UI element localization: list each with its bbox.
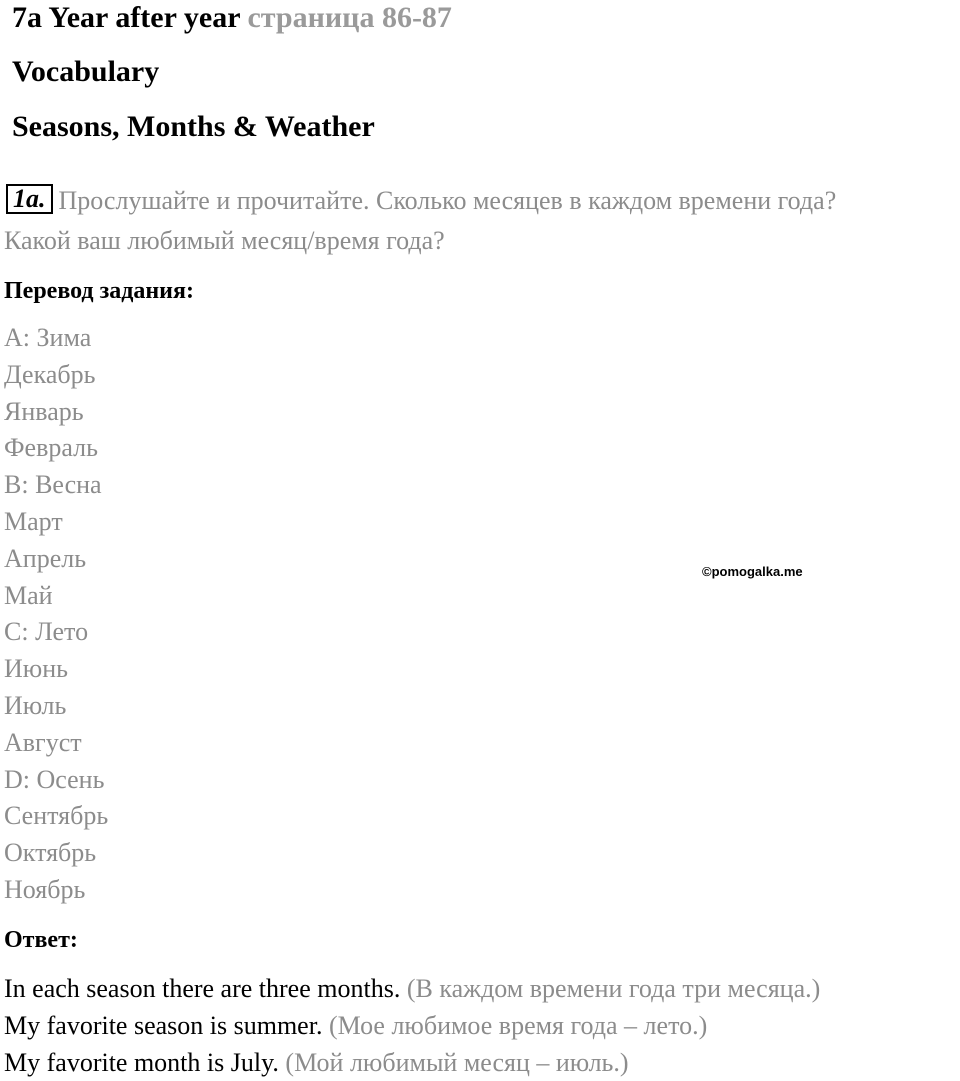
vocabulary-heading: Vocabulary: [12, 55, 160, 88]
unit-title: 7a Year after year: [12, 1, 240, 34]
list-item: A: Зима: [4, 323, 92, 352]
list-item: Июль: [4, 690, 67, 720]
translation-list: [4, 320, 108, 909]
list-item: Сентябрь: [4, 801, 109, 831]
list-item: Июнь: [4, 654, 68, 684]
answer-russian: (Мой любимый месяц – июль.): [285, 1048, 629, 1077]
task-text-line-2: Какой ваш любимый месяц/время года?: [4, 226, 445, 255]
list-item: Октябрь: [4, 838, 97, 868]
answer-line: [4, 1044, 820, 1081]
list-item: Февраль: [4, 433, 98, 463]
list-item: C: Лето: [4, 617, 89, 647]
task-instruction: [4, 184, 836, 218]
answer-russian: (В каждом времени года три месяца.): [406, 974, 821, 1003]
answer-english: In each season there are three months.: [4, 974, 401, 1003]
list-item: D: Осень: [4, 764, 105, 794]
list-item: B: Весна: [4, 470, 102, 500]
watermark: ©pomogalka.me: [702, 564, 803, 579]
task-text-line-1: Прослушайте и прочитайте. Сколько месяцев в каждом времени года?: [58, 186, 837, 215]
answer-line: [4, 970, 820, 1007]
answer-english: My favorite month is July.: [4, 1048, 279, 1077]
answer-heading: Ответ:: [4, 927, 78, 953]
list-item: Август: [4, 727, 82, 757]
page-title: [12, 0, 452, 36]
answer-english: My favorite season is summer.: [4, 1011, 323, 1040]
list-item: Май: [4, 580, 53, 610]
page-reference: страница 86-87: [247, 1, 452, 34]
answer-russian: (Мое любимое время года – лето.): [328, 1011, 708, 1040]
section-heading: Seasons, Months & Weather: [12, 110, 375, 143]
list-item: Январь: [4, 396, 84, 426]
list-item: Апрель: [4, 543, 87, 573]
list-item: Март: [4, 506, 63, 536]
translation-heading: Перевод задания:: [4, 278, 194, 304]
list-item: Декабрь: [4, 359, 96, 389]
answer-list: [4, 970, 820, 1081]
list-item: Ноябрь: [4, 874, 86, 904]
answer-line: [4, 1007, 820, 1044]
task-number-badge: 1a.: [6, 184, 53, 214]
